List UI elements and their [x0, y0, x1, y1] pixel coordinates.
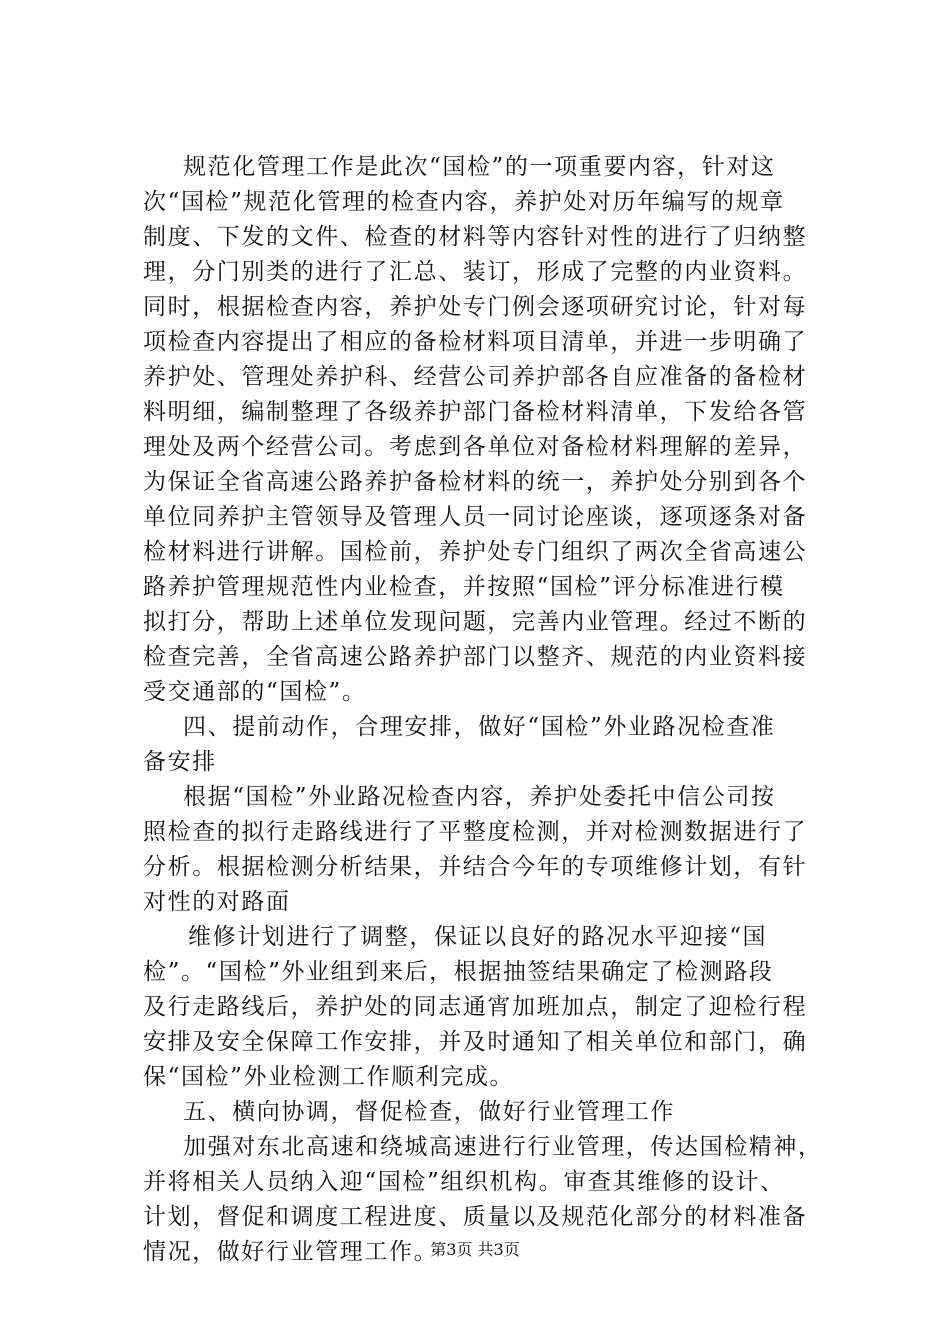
paragraph-line: 分析。根据检测分析结果，并结合今年的专项维修计划，有针 [143, 854, 808, 880]
paragraph-line: 对性的对路面 [143, 889, 291, 915]
paragraph-line: 同时，根据检查内容，养护处专门例会逐项研究讨论，针对每 [143, 294, 808, 320]
paragraph-line: 单位同养护主管领导及管理人员一同讨论座谈，逐项逐条对备 [143, 504, 808, 530]
section-heading-line: 备安排 [143, 749, 217, 775]
paragraph-line: 情况，做好行业管理工作。 [143, 1239, 439, 1265]
paragraph-line: 料明细，编制整理了各级养护部门备检材料清单，下发给各管 [143, 399, 808, 425]
paragraph-line: 路养护管理规范性内业检查，并按照“国检”评分标准进行模 [143, 574, 785, 600]
paragraph-line: 保“国检”外业检测工作顺利完成。 [143, 1064, 515, 1090]
paragraph-line: 照检查的拟行走路线进行了平整度检测，并对检测数据进行了 [143, 819, 808, 845]
paragraph-line: 检”。“国检”外业组到来后，根据抽签结果确定了检测路段 [143, 959, 774, 985]
paragraph-line: 理，分门别类的进行了汇总、装订，形成了完整的内业资料。 [143, 259, 808, 285]
page-number: 第3页 共3页 [430, 1240, 520, 1259]
section-heading-line: 五、横向协调，督促检查，做好行业管理工作 [183, 1099, 675, 1125]
paragraph-line: 及行走路线后，养护处的同志通宵加班加点，制定了迎检行程 [143, 994, 808, 1020]
paragraph-line: 受交通部的“国检”。 [143, 679, 367, 705]
paragraph-line: 为保证全省高速公路养护备检材料的统一，养护处分别到各个 [143, 469, 808, 495]
paragraph-line: 检材料进行讲解。国检前，养护处专门组织了两次全省高速公 [143, 539, 808, 565]
paragraph-line: 加强对东北高速和绕城高速进行行业管理，传达国检精神， [183, 1134, 823, 1160]
document-body [143, 150, 843, 1270]
paragraph-line: 计划，督促和调度工程进度、质量以及规范化部分的材料准备 [143, 1204, 808, 1230]
paragraph-line: 次“国检”规范化管理的检查内容，养护处对历年编写的规章 [143, 189, 785, 215]
paragraph-line: 根据“国检”外业路况检查内容，养护处委托中信公司按 [183, 784, 776, 810]
paragraph-line: 并将相关人员纳入迎“国检”组织机构。审查其维修的设计、 [143, 1169, 785, 1195]
page-footer [0, 1240, 950, 1260]
paragraph-line: 检查完善，全省高速公路养护部门以整齐、规范的内业资料接 [143, 644, 808, 670]
paragraph-line: 制度、下发的文件、检查的材料等内容针对性的进行了归纳整 [143, 224, 808, 250]
section-heading-line: 四、提前动作，合理安排，做好“国检”外业路况检查准 [183, 714, 776, 740]
paragraph-line: 规范化管理工作是此次“国检”的一项重要内容，针对这 [183, 154, 776, 180]
paragraph-line: 理处及两个经营公司。考虑到各单位对备检材料理解的差异， [143, 434, 808, 460]
paragraph-line: 维修计划进行了调整，保证以良好的路况水平迎接“国 [188, 924, 768, 950]
paragraph-line: 项检查内容提出了相应的备检材料项目清单，并进一步明确了 [143, 329, 808, 355]
paragraph-line: 安排及安全保障工作安排，并及时通知了相关单位和部门，确 [143, 1029, 808, 1055]
paragraph-line: 养护处、管理处养护科、经营公司养护部各自应准备的备检材 [143, 364, 808, 390]
paragraph-line: 拟打分，帮助上述单位发现问题，完善内业管理。经过不断的 [143, 609, 808, 635]
